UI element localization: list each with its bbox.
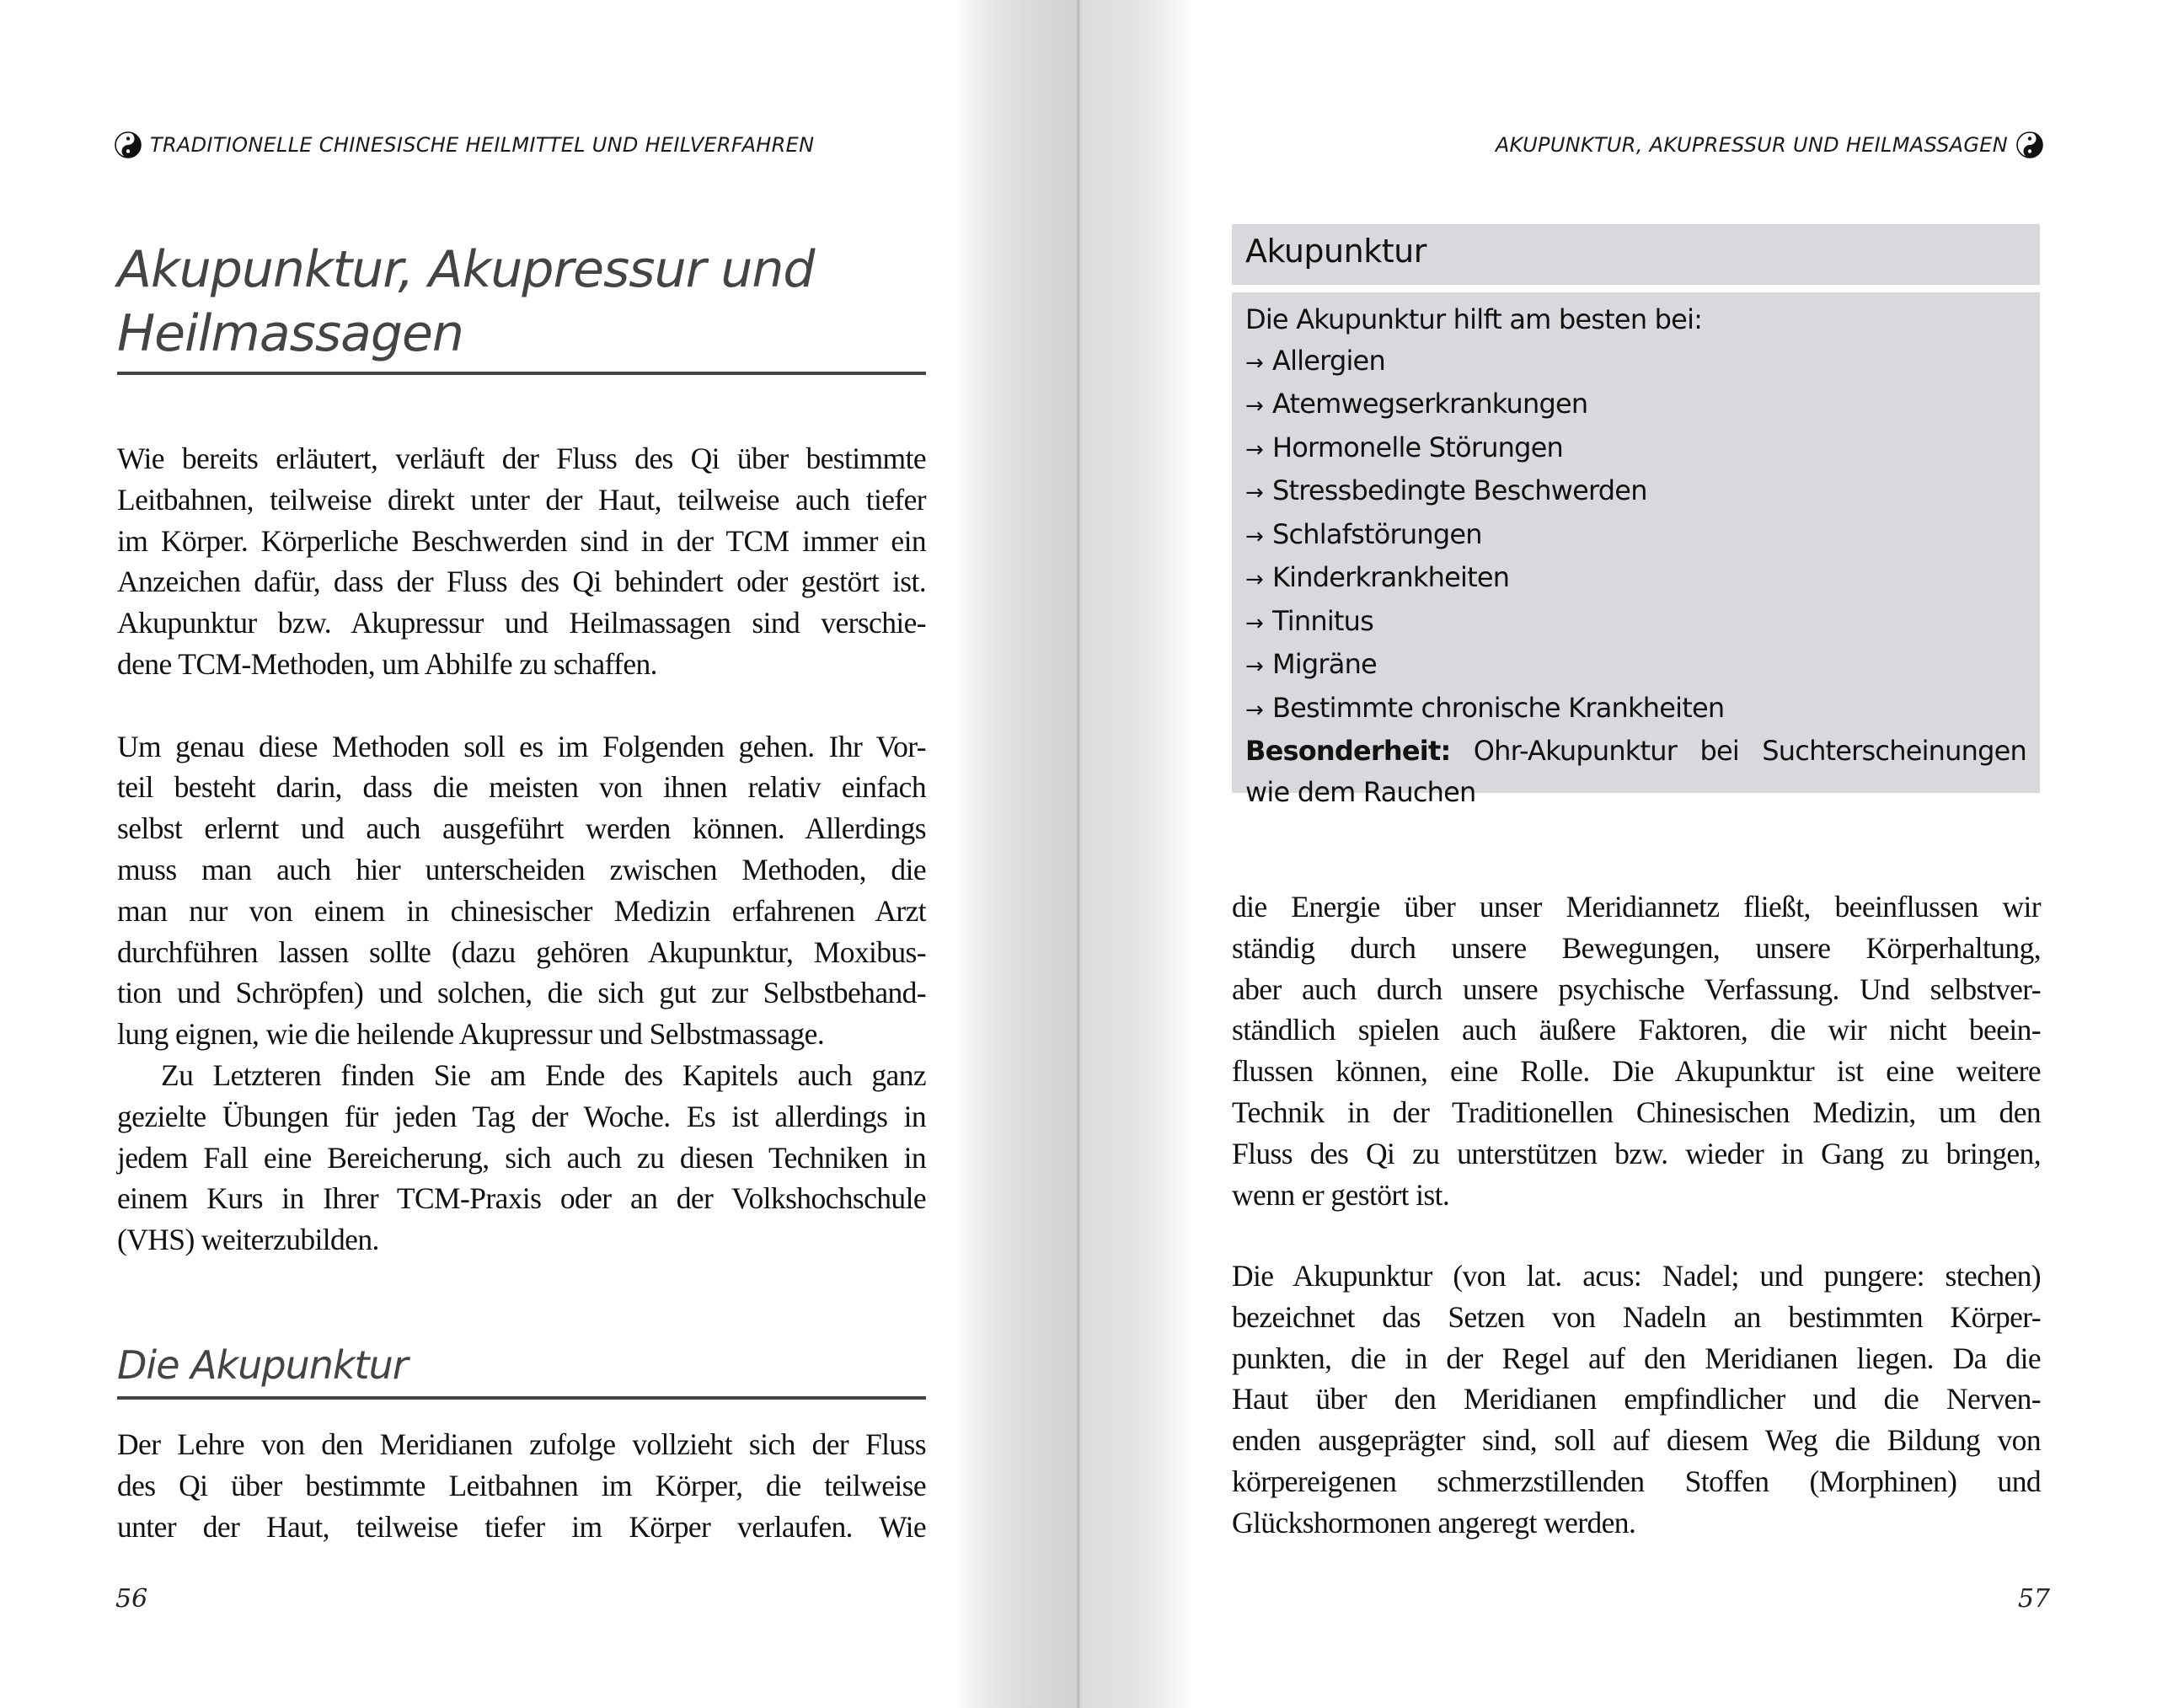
text-line: muss man auch hier unterscheiden zwischen Methoden, die xyxy=(117,852,926,886)
text-line: ständig durch unsere Bewegungen, unsere Körperhaltung, xyxy=(1232,930,2041,965)
text-line: Fluss des Qi zu unterstützen bzw. wieder in Gang zu bringen, xyxy=(1232,1136,2041,1170)
chapter-title-underline xyxy=(117,372,926,375)
chapter-title-line2: Heilmassagen xyxy=(117,304,463,363)
list-item-text: Bestimmte chronische Krankheiten xyxy=(1272,691,1725,724)
chapter-title xyxy=(117,238,926,366)
yin-yang-icon xyxy=(2016,131,2043,158)
list-item-text: Migräne xyxy=(1272,648,1377,680)
left-body-text xyxy=(117,438,926,1261)
infobox-body xyxy=(1232,292,2040,808)
text-line: Wie bereits erläutert, verläuft der Fluss des Qi über bestimmte xyxy=(117,442,926,475)
infobox-list-item xyxy=(1245,340,2026,384)
text-line: unter der Haut, teilweise tiefer im Körper verlaufen. Wie xyxy=(117,1509,926,1544)
text-line: bezeichnet das Setzen von Nadeln an bestimmten Körper- xyxy=(1232,1299,2041,1334)
text-line: man nur von einem in chinesischer Medizin erfahrenen Arzt xyxy=(117,893,926,928)
text-line: die Energie über unser Meridiannetz fließt, beeinflussen wir xyxy=(1232,890,2041,924)
infobox-list-item xyxy=(1245,383,2026,427)
text-line: aber auch durch unsere psychische Verfassung. Und selbstver- xyxy=(1232,972,2041,1006)
text-line: im Körper. Körperliche Beschwerden sind in der TCM immer ein xyxy=(117,523,926,558)
text-line: Anzeichen dafür, dass der Fluss des Qi behindert oder gestört ist. xyxy=(117,565,926,599)
text-line: Technik in der Traditionellen Chinesischen Medizin, um den xyxy=(1232,1095,2041,1129)
section-title-underline xyxy=(117,1396,926,1400)
page-number-right: 57 xyxy=(2017,1584,2050,1614)
text-line: Die Akupunktur (von lat. acus: Nadel; und pungere: stechen) xyxy=(1232,1259,2041,1293)
special-word: bei xyxy=(1699,735,1739,767)
infobox-list-item xyxy=(1245,427,2026,471)
text-line: wenn er gestört ist. xyxy=(1232,1177,1450,1212)
arrow-right-icon: → xyxy=(1245,350,1263,376)
arrow-right-icon: → xyxy=(1245,436,1263,463)
paragraph xyxy=(117,1424,926,1547)
text-line: Haut über den Meridianen empfindlicher und die Nerven- xyxy=(1232,1382,2041,1416)
arrow-right-icon: → xyxy=(1245,654,1263,679)
chapter-title-line1: Akupunktur, Akupressur und xyxy=(117,240,815,299)
text-line: jedem Fall eine Bereicherung, sich auch zu diesen Techniken in xyxy=(117,1140,926,1175)
infobox-special-line2: wie dem Rauchen xyxy=(1245,775,1476,808)
special-label: Besonderheit: xyxy=(1245,735,1451,767)
list-item-text: Hormonelle Störungen xyxy=(1272,431,1564,463)
list-item-text: Schlafstörungen xyxy=(1272,517,1482,550)
infobox-list-item xyxy=(1245,557,2026,601)
arrow-right-icon: → xyxy=(1245,480,1263,506)
text-line: (VHS) weiterzubilden. xyxy=(117,1223,379,1257)
arrow-right-icon: → xyxy=(1245,394,1263,419)
text-line: einem Kurs in Ihrer TCM-Praxis oder an der Volkshochschule xyxy=(117,1181,926,1216)
book-gutter-fold xyxy=(1077,0,1079,1708)
text-line: Glückshormonen angeregt werden. xyxy=(1232,1505,1636,1539)
yin-yang-icon xyxy=(115,131,142,158)
infobox-list-item xyxy=(1245,514,2026,558)
text-line: Um genau diese Methoden soll es im Folgenden gehen. Ihr Vor- xyxy=(117,729,926,763)
text-line: teil besteht darin, dass die meisten von ihnen relativ einfach xyxy=(117,770,926,805)
text-line: tion und Schröpfen) und solchen, die sich gut zur Selbstbehand- xyxy=(117,976,926,1010)
left-running-head xyxy=(115,131,814,159)
list-item-text: Stressbedingte Beschwerden xyxy=(1272,474,1647,506)
text-line: Akupunktur bzw. Akupressur und Heilmassagen sind verschie- xyxy=(117,606,926,640)
text-line: Zu Letzteren finden Sie am Ende des Kapitels auch ganz xyxy=(161,1057,926,1092)
text-line: Der Lehre von den Meridianen zufolge vollzieht sich der Fluss xyxy=(117,1427,926,1461)
paragraph xyxy=(117,438,926,685)
text-line: ständlich spielen auch äußere Faktoren, die wir nicht beein- xyxy=(1232,1013,2041,1047)
section-title: Die Akupunktur xyxy=(117,1342,408,1388)
infobox-title: Akupunktur xyxy=(1245,233,1426,270)
text-line: enden ausgeprägter sind, soll auf diesem Weg die Bildung von xyxy=(1232,1423,2041,1458)
page-number-left: 56 xyxy=(115,1584,148,1614)
paragraph xyxy=(1232,886,2041,1215)
list-item-text: Tinnitus xyxy=(1272,604,1374,637)
paragraph xyxy=(117,726,926,1055)
infobox-list-item xyxy=(1245,470,2026,514)
text-line: gezielte Übungen für jeden Tag der Woche. Es ist allerdings in xyxy=(117,1099,926,1133)
arrow-right-icon: → xyxy=(1245,610,1263,636)
arrow-right-icon: → xyxy=(1245,523,1263,549)
infobox-list-item xyxy=(1245,601,2026,645)
paragraph xyxy=(1232,1256,2041,1544)
text-line: lung eignen, wie die heilende Akupressur und Selbstmassage. xyxy=(117,1017,825,1052)
text-line: dene TCM-Methoden, um Abhilfe zu schaffen. xyxy=(117,646,657,681)
right-body-text-2 xyxy=(1232,1256,2041,1544)
infobox-intro: Die Akupunktur hilft am besten bei: xyxy=(1245,303,1703,335)
special-word: Suchterscheinungen xyxy=(1762,735,2026,767)
right-body-text xyxy=(1232,886,2041,1215)
arrow-right-icon: → xyxy=(1245,697,1263,723)
list-item-text: Atemwegserkrankungen xyxy=(1272,388,1588,420)
right-running-head xyxy=(1496,131,2043,159)
text-line: punkten, die in der Regel auf den Meridianen liegen. Da die xyxy=(1232,1341,2041,1375)
text-line: Leitbahnen, teilweise direkt unter der Haut, teilweise auch tiefer xyxy=(117,482,926,517)
text-line: selbst erlernt und auch ausgeführt werden können. Allerdings xyxy=(117,811,926,846)
infobox-header xyxy=(1232,224,2040,285)
infobox-list-item xyxy=(1245,688,2026,731)
list-item-text: Allergien xyxy=(1272,344,1385,377)
infobox-list-item xyxy=(1245,644,2026,688)
text-line: durchführen lassen sollte (dazu gehören Akupunktur, Moxibus- xyxy=(117,934,926,969)
text-line: flussen können, eine Rolle. Die Akupunktur ist eine weitere xyxy=(1232,1054,2041,1089)
paragraph xyxy=(117,1055,926,1261)
infobox-special-note xyxy=(1245,731,2026,772)
text-line: des Qi über bestimmte Leitbahnen im Körper, die teilweise xyxy=(117,1468,926,1502)
list-item-text: Kinderkrankheiten xyxy=(1272,561,1510,593)
special-word: Ohr-Akupunktur xyxy=(1473,735,1678,767)
left-body-text-section xyxy=(117,1424,926,1547)
running-head-text: TRADITIONELLE CHINESISCHE HEILMITTEL UND HEILVERFAHREN xyxy=(150,133,815,157)
arrow-right-icon: → xyxy=(1245,567,1263,592)
text-line: körpereigenen schmerzstillenden Stoffen (Morphinen) und xyxy=(1232,1464,2041,1498)
running-head-text: AKUPUNKTUR, AKUPRESSUR UND HEILMASSAGEN xyxy=(1495,133,2008,157)
